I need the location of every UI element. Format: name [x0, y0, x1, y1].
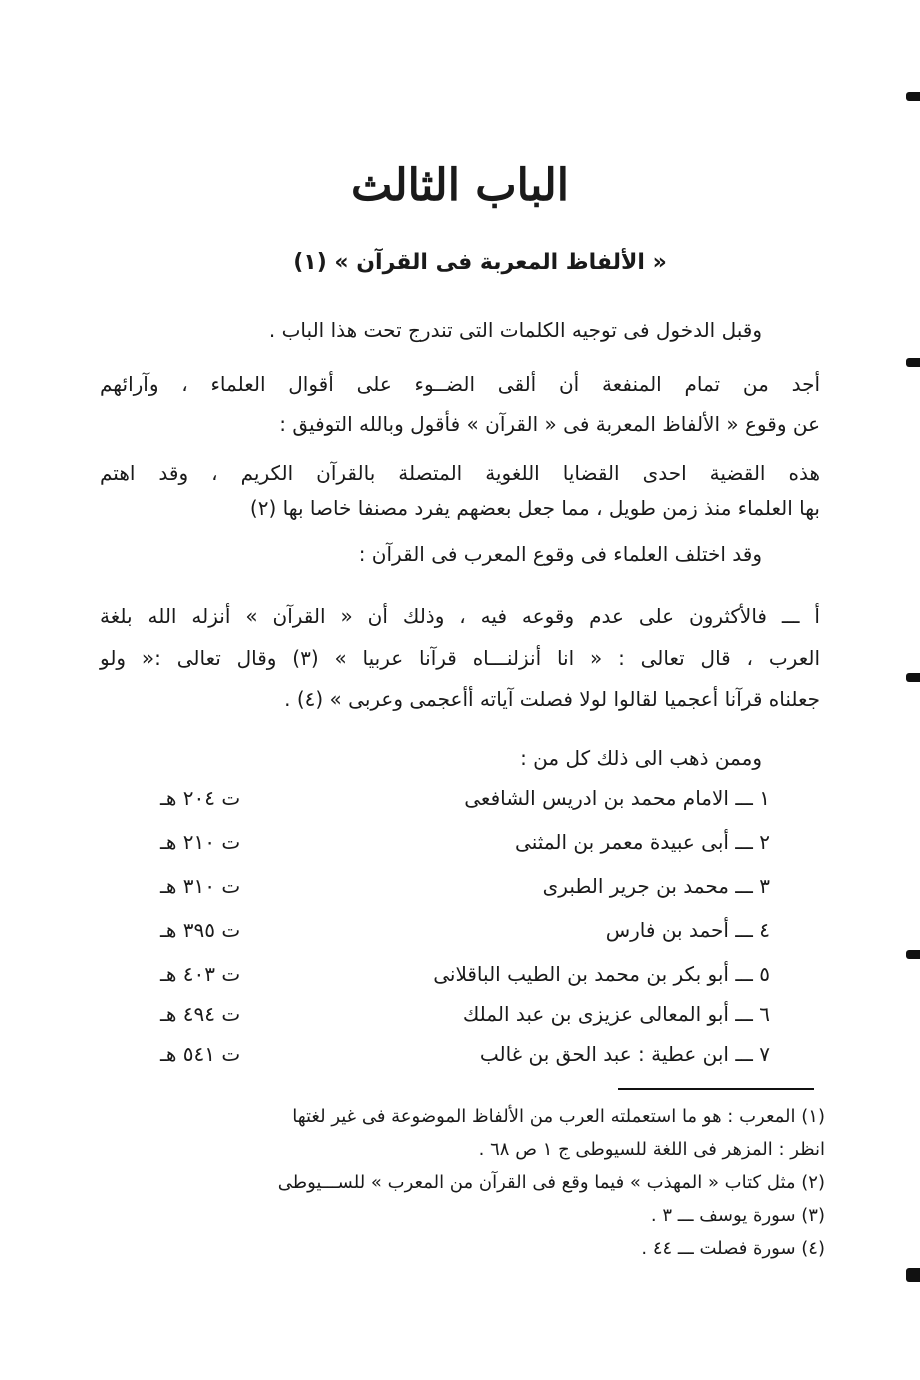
scholar-name: ١ ـــ الامام محمد بن ادريس الشافعى	[464, 786, 770, 810]
death-date: ت ٤٩٤ هـ	[160, 1002, 241, 1026]
list-item	[160, 1042, 770, 1072]
paragraph-4-line-1: أ ـــ فالأكثرون على عدم وقوعه فيه ، وذلك أن « القرآن » أنزله الله بلغة	[100, 604, 820, 628]
death-date: ت ٢٠٤ هـ	[160, 786, 241, 810]
death-date: ت ٣١٠ هـ	[160, 874, 241, 898]
list-item	[160, 962, 770, 992]
death-date: ت ٥٤١ هـ	[160, 1042, 241, 1066]
chapter-subtitle: « الألفاظ المعربة فى القرآن » (١)	[293, 250, 667, 275]
list-item	[160, 1002, 770, 1032]
paragraph-4-line-2: العرب ، قال تعالى : « انا أنزلنـــاه قرآنا عربيا » (٣) وقال تعالى :« ولو	[100, 646, 821, 670]
scan-edge-mark	[906, 92, 920, 101]
scan-edge-mark	[906, 1268, 920, 1282]
footnote-4: (٤) سورة فصلت ـــ ٤٤ .	[641, 1238, 825, 1259]
paragraph-1-line-1: أجد من تمام المنفعة أن ألقى الضــوء على أقوال العلماء ، وآرائهم	[100, 372, 820, 396]
chapter-title: الباب الثالث	[351, 160, 569, 211]
list-item	[160, 874, 770, 904]
paragraph-4-line-3: جعلناه قرآنا أعجميا لقالوا لولا فصلت آياته أأعجمى وعربى » (٤) .	[284, 687, 820, 711]
paragraph-1-line-2: عن وقوع « الألفاظ المعربة فى « القرآن » فأقول وبالله التوفيق :	[279, 412, 820, 436]
footnote-3: (٣) سورة يوسف ـــ ٣ .	[650, 1205, 825, 1226]
scholar-name: ٤ ـــ أحمد بن فارس	[605, 918, 770, 942]
list-item	[160, 786, 770, 816]
scan-edge-mark	[906, 673, 920, 682]
scholar-name: ٢ ـــ أبى عبيدة معمر بن المثنى	[515, 830, 770, 854]
footnote-2: (٢) مثل كتاب « المهذب » فيما وقع فى القرآن من المعرب » للســـيوطى	[277, 1172, 825, 1193]
list-intro: وممن ذهب الى ذلك كل من :	[520, 746, 762, 770]
scholar-name: ٣ ـــ محمد بن جرير الطبرى	[542, 874, 770, 898]
footnote-divider	[618, 1088, 814, 1090]
paragraph-2-line-1: هذه القضية احدى القضايا اللغوية المتصلة بالقرآن الكريم ، وقد اهتم	[100, 461, 820, 485]
scholar-name: ٥ ـــ أبو بكر بن محمد بن الطيب الباقلانى	[433, 962, 770, 986]
footnote-1: (١) المعرب : هو ما استعملته العرب من الألفاظ الموضوعة فى غير لغتها	[292, 1106, 825, 1127]
scholar-name: ٦ ـــ أبو المعالى عزيزى بن عبد الملك	[462, 1002, 770, 1026]
death-date: ت ٣٩٥ هـ	[160, 918, 241, 942]
scan-edge-mark	[906, 950, 920, 959]
list-item	[160, 918, 770, 948]
paragraph-3: وقد اختلف العلماء فى وقوع المعرب فى القرآن :	[358, 542, 762, 566]
footnote-1-ref: انظر : المزهر فى اللغة للسيوطى ج ١ ص ٦٨ .	[478, 1139, 825, 1160]
paragraph-2-line-2: بها العلماء منذ زمن طويل ، مما جعل بعضهم يفرد مصنفا خاصا بها (٢)	[249, 496, 820, 520]
list-item	[160, 830, 770, 860]
death-date: ت ٢١٠ هـ	[160, 830, 241, 854]
scholar-name: ٧ ـــ ابن عطية : عبد الحق بن غالب	[479, 1042, 770, 1066]
intro-line: وقبل الدخول فى توجيه الكلمات التى تندرج تحت هذا الباب .	[268, 318, 762, 342]
scan-edge-mark	[906, 358, 920, 367]
death-date: ت ٤٠٣ هـ	[160, 962, 241, 986]
